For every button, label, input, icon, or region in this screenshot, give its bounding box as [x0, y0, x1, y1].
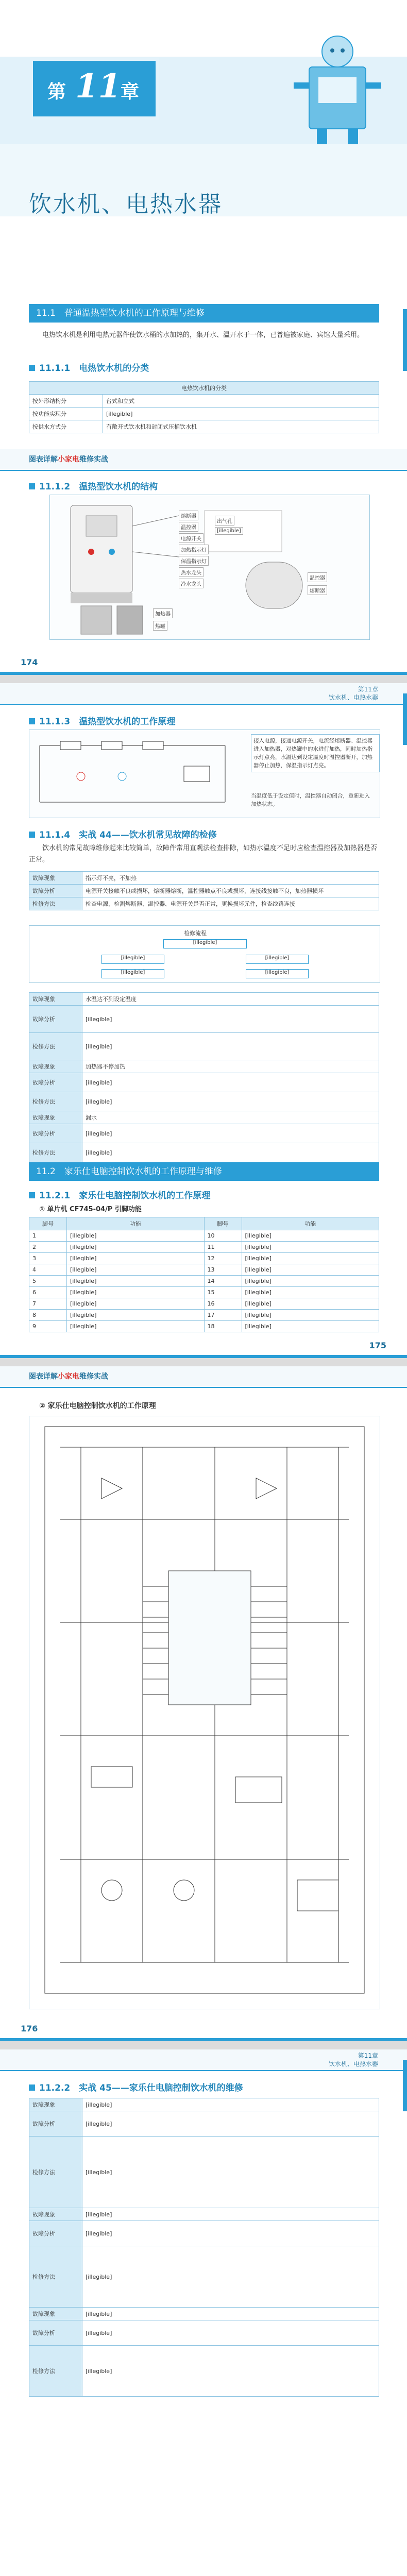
chapter-header	[0, 0, 407, 258]
table-row	[29, 2346, 379, 2397]
schematic-diagram	[29, 1416, 380, 2009]
cell: [illegible]	[67, 1321, 205, 1332]
cell: [illegible]	[242, 1310, 379, 1321]
table-row	[29, 1242, 379, 1253]
cell: [illegible]	[67, 1298, 205, 1310]
rh-part-red: 小家电	[58, 1372, 79, 1381]
cell: [illegible]	[67, 1310, 205, 1321]
row-value: 检查电源，检测熔断器、温控器、电源开关是否正常，更换损坏元件，检查线路连接	[82, 897, 379, 910]
row-label: 检修方法	[29, 897, 82, 910]
square-bullet-icon	[29, 483, 35, 489]
row-label: 故障现象	[29, 2208, 82, 2221]
running-head	[0, 449, 407, 471]
subsection-title: 11.2.2 实战 45——家乐仕电脑控制饮水机的维修	[39, 2083, 243, 2093]
square-bullet-icon	[29, 365, 35, 371]
row-value: 台式和立式	[103, 395, 379, 408]
rh-part-b: 维修实战	[79, 1372, 108, 1381]
row-label: 按供水方式分	[29, 420, 103, 433]
subsection-title: 11.1.1 电热饮水机的分类	[39, 363, 149, 374]
edge-tab	[403, 309, 407, 371]
cell: 4	[29, 1264, 67, 1276]
table-row	[29, 872, 379, 885]
running-head	[0, 1366, 407, 1388]
cell: 12	[204, 1253, 242, 1264]
mcu-title: ① 单片机 CF745-04/P 引脚功能	[39, 1206, 142, 1213]
structure-figure	[49, 495, 370, 640]
table-row	[29, 1006, 379, 1033]
row-label: 故障现象	[29, 993, 82, 1006]
callout-label: 加热指示灯	[179, 545, 209, 554]
row-label: 检修方法	[29, 2246, 82, 2308]
row-label: 故障分析	[29, 885, 82, 897]
row-value: [illegible]	[82, 1124, 379, 1143]
chapter-number-box	[30, 58, 159, 120]
row-value: 有敞开式饮水机和封闭式压桶饮水机	[103, 420, 379, 433]
row-label: 故障现象	[29, 1060, 82, 1073]
page-number: 176	[21, 2024, 38, 2033]
running-head	[0, 683, 407, 705]
flow-box: [illegible]	[246, 969, 309, 978]
subsection-11-1-4	[29, 827, 217, 840]
row-label: 故障分析	[29, 1124, 82, 1143]
rh-chapter-title: 饮水机、电热水器	[328, 694, 378, 701]
row-value: [illegible]	[82, 2246, 379, 2308]
row-value: [illegible]	[82, 1033, 379, 1060]
cell: 2	[29, 1242, 67, 1253]
flow-title: 检修流程	[184, 930, 207, 937]
chapter-zhang: 章	[121, 81, 140, 103]
chapter-di: 第	[47, 81, 66, 103]
table-row	[29, 395, 379, 408]
table-row	[29, 1124, 379, 1143]
rh-chapter: 第11章	[358, 686, 378, 693]
subsection-11-1-1	[29, 361, 149, 374]
row-label: 检修方法	[29, 1092, 82, 1111]
running-head	[0, 2049, 407, 2071]
diagram-title: ② 家乐仕电脑控制饮水机的工作原理	[39, 1402, 156, 1410]
cell: 10	[204, 1230, 242, 1242]
subsection-title: 11.2.1 家乐仕电脑控制饮水机的工作原理	[39, 1191, 211, 1201]
dispenser-structure-diagram	[50, 495, 369, 639]
fault-table-2	[29, 992, 379, 1162]
control-schematic	[29, 1416, 380, 2009]
row-value: [illegible]	[82, 2308, 379, 2320]
cell: [illegible]	[242, 1264, 379, 1276]
cell: [illegible]	[67, 1287, 205, 1298]
rh-part-red: 小家电	[58, 455, 79, 464]
table-row	[29, 1310, 379, 1321]
running-head-title	[29, 454, 108, 464]
row-value: [illegible]	[103, 408, 379, 420]
row-label: 按功能实现分	[29, 408, 103, 420]
page-175	[0, 683, 407, 1358]
row-value: 电源开关接触不良或损坏，熔断器熔断，温控器触点不良或损坏，连接线接触不良，加热器损坏	[82, 885, 379, 897]
cell: 15	[204, 1287, 242, 1298]
row-value: [illegible]	[82, 2137, 379, 2208]
intro-paragraph	[29, 330, 379, 341]
page-177	[0, 2049, 407, 2576]
cell: 13	[204, 1264, 242, 1276]
row-value: [illegible]	[82, 2346, 379, 2397]
cell: 18	[204, 1321, 242, 1332]
table-row	[29, 2111, 379, 2137]
flow-box: [illegible]	[101, 955, 164, 964]
square-bullet-icon	[29, 1192, 35, 1198]
table-row	[29, 1111, 379, 1124]
bottom-bar	[0, 672, 407, 675]
table-row	[29, 2246, 379, 2308]
table-row	[29, 1060, 379, 1073]
table-row	[29, 1287, 379, 1298]
callout-label: 热罐	[153, 621, 167, 631]
col-header: 功能	[67, 1217, 205, 1230]
rh-part-a: 图表详解	[29, 455, 58, 464]
callout-label: 熔断器	[308, 585, 327, 595]
bottom-bar	[0, 1355, 407, 1358]
page-176	[0, 1366, 407, 2041]
heating-circuit-diagram	[29, 730, 246, 818]
repair-intro	[29, 843, 379, 866]
subsection-11-1-2	[29, 479, 158, 492]
edge-tab	[403, 2060, 407, 2111]
table-row	[29, 1264, 379, 1276]
subsection-title: 11.1.4 实战 44——饮水机常见故障的检修	[39, 830, 217, 840]
row-label: 故障分析	[29, 2320, 82, 2346]
subsection-11-2-1	[29, 1188, 210, 1201]
subsection-title: 11.1.2 温热型饮水机的结构	[39, 482, 158, 492]
cell: [illegible]	[67, 1276, 205, 1287]
table-row	[29, 2208, 379, 2221]
fault-table-3	[29, 2098, 379, 2397]
page-number: 175	[369, 1341, 386, 1350]
row-label: 故障分析	[29, 1073, 82, 1092]
work-note-2: 当温度低于设定值时，温控器自动闭合，重新进入加热状态。	[251, 793, 370, 807]
cell: 9	[29, 1321, 67, 1332]
table-row	[29, 2320, 379, 2346]
row-value: [illegible]	[82, 1092, 379, 1111]
callout-label: 冷水龙头	[179, 579, 204, 588]
repair-intro-text: 饮水机的常见故障维修起来比较简单，故障件常用直观法检查排除，如热水温度不足时应检查温控器及加热器是否正常。	[29, 844, 378, 863]
table-row	[29, 1276, 379, 1287]
row-value: [illegible]	[82, 1006, 379, 1033]
subsection-11-2-2	[29, 2080, 243, 2093]
chapter-title: 饮水机、电热水器	[29, 191, 223, 217]
circuit-figure	[29, 730, 380, 818]
page-number: 174	[21, 657, 38, 667]
rh-chapter-title: 饮水机、电热水器	[328, 2060, 378, 2067]
subsection-title: 11.1.3 温热型饮水机的工作原理	[39, 717, 176, 727]
table-row	[29, 1073, 379, 1092]
table-row	[29, 2221, 379, 2246]
row-label: 故障现象	[29, 2098, 82, 2111]
cell: [illegible]	[242, 1298, 379, 1310]
edge-tab	[403, 693, 407, 745]
table-row	[29, 1092, 379, 1111]
row-label: 检修方法	[29, 1143, 82, 1162]
row-value: 漏水	[82, 1111, 379, 1124]
square-bullet-icon	[29, 2084, 35, 2091]
row-value: 水温达不到设定温度	[82, 993, 379, 1006]
row-label: 检修方法	[29, 1033, 82, 1060]
running-head-right	[329, 685, 378, 702]
cell: 6	[29, 1287, 67, 1298]
row-value: [illegible]	[82, 2221, 379, 2246]
table-row	[29, 1230, 379, 1242]
rh-part-b: 维修实战	[79, 455, 108, 464]
cell: 16	[204, 1298, 242, 1310]
rh-chapter: 第11章	[358, 2052, 378, 2059]
table-row	[29, 897, 379, 910]
work-note-1: 接入电源，接通电源开关，电流经熔断器、温控器进入加热器，对热罐中的水进行加热，同时加热指示灯点亮，水温达到设定温度时温控器断开，加热器停止加热，保温指示灯点亮。	[251, 734, 380, 772]
row-label: 故障现象	[29, 872, 82, 885]
table-row	[29, 885, 379, 897]
pin-function-table	[29, 1217, 379, 1332]
col-header: 功能	[242, 1217, 379, 1230]
classification-table	[29, 381, 379, 433]
cell: [illegible]	[242, 1276, 379, 1287]
cell: 7	[29, 1298, 67, 1310]
callout-label: 热水龙头	[179, 567, 204, 577]
flow-box: [illegible]	[163, 939, 247, 948]
table-row	[29, 2098, 379, 2111]
row-label: 检修方法	[29, 2137, 82, 2208]
cell: 5	[29, 1276, 67, 1287]
cell: [illegible]	[67, 1242, 205, 1253]
flow-box: [illegible]	[101, 969, 164, 978]
intro-text: 电热饮水机是利用电热元器件使饮水桶的水加热的，集开水、温开水于一体，已普遍被家庭、宾馆大量采用。	[42, 331, 364, 339]
bottom-bar	[0, 2038, 407, 2041]
row-label: 故障现象	[29, 2308, 82, 2320]
callout-label: 出气孔	[215, 516, 234, 526]
table-row	[29, 420, 379, 433]
cell: [illegible]	[67, 1264, 205, 1276]
square-bullet-icon	[29, 718, 35, 724]
rh-part-a: 图表详解	[29, 1372, 58, 1381]
cell: 1	[29, 1230, 67, 1242]
repair-flowchart	[29, 925, 380, 983]
section-11-2-heading: 11.2 家乐仕电脑控制饮水机的工作原理与维修	[29, 1162, 379, 1181]
row-label: 故障分析	[29, 2111, 82, 2137]
cell: [illegible]	[67, 1230, 205, 1242]
table-row	[29, 1033, 379, 1060]
row-value: 加热器不停加热	[82, 1060, 379, 1073]
cell: 17	[204, 1310, 242, 1321]
table-row	[29, 408, 379, 420]
callout-label: 保温指示灯	[179, 556, 209, 566]
cell: [illegible]	[242, 1253, 379, 1264]
row-value: [illegible]	[82, 2208, 379, 2221]
cell: 11	[204, 1242, 242, 1253]
cell: [illegible]	[242, 1242, 379, 1253]
row-label: 按外形结构分	[29, 395, 103, 408]
row-value: 指示灯不亮，不加热	[82, 872, 379, 885]
flow-box: [illegible]	[246, 955, 309, 964]
callout-label: 熔断器	[179, 511, 198, 520]
section-11-1-heading: 11.1 普通温热型饮水机的工作原理与维修	[29, 304, 379, 323]
cell: 14	[204, 1276, 242, 1287]
table-row	[29, 993, 379, 1006]
callout-label: 温控器	[179, 522, 198, 532]
row-value: [illegible]	[82, 1073, 379, 1092]
col-header: 脚号	[29, 1217, 67, 1230]
col-header: 脚号	[204, 1217, 242, 1230]
row-value: [illegible]	[82, 2098, 379, 2111]
running-head-title	[29, 1371, 108, 1381]
table-caption: 电热饮水机的分类	[29, 382, 379, 395]
cell: [illegible]	[242, 1230, 379, 1242]
callout-label: [illegible]	[215, 527, 243, 535]
row-label: 检修方法	[29, 2346, 82, 2397]
row-value: [illegible]	[82, 2320, 379, 2346]
table-row	[29, 2137, 379, 2208]
row-value: [illegible]	[82, 1143, 379, 1162]
table-header-row	[29, 1217, 379, 1230]
callout-label: 电源开关	[179, 533, 204, 543]
table-row	[29, 1143, 379, 1162]
running-head-right	[329, 2052, 378, 2068]
table-row	[29, 1298, 379, 1310]
callout-label: 温控器	[308, 572, 327, 582]
subsection-11-1-3	[29, 714, 175, 727]
row-value: [illegible]	[82, 2111, 379, 2137]
square-bullet-icon	[29, 832, 35, 838]
page-174	[0, 0, 407, 675]
cell: [illegible]	[242, 1287, 379, 1298]
table-row	[29, 1321, 379, 1332]
cell: 3	[29, 1253, 67, 1264]
table-row	[29, 1253, 379, 1264]
cell: [illegible]	[67, 1253, 205, 1264]
row-label: 故障现象	[29, 1111, 82, 1124]
cell: 8	[29, 1310, 67, 1321]
chapter-number: 11	[75, 67, 122, 106]
table-row	[29, 2308, 379, 2320]
callout-label: 加热器	[153, 608, 173, 618]
fault-table-1	[29, 871, 379, 910]
row-label: 故障分析	[29, 1006, 82, 1033]
cell: [illegible]	[242, 1321, 379, 1332]
robot-illustration	[289, 21, 392, 149]
row-label: 故障分析	[29, 2221, 82, 2246]
